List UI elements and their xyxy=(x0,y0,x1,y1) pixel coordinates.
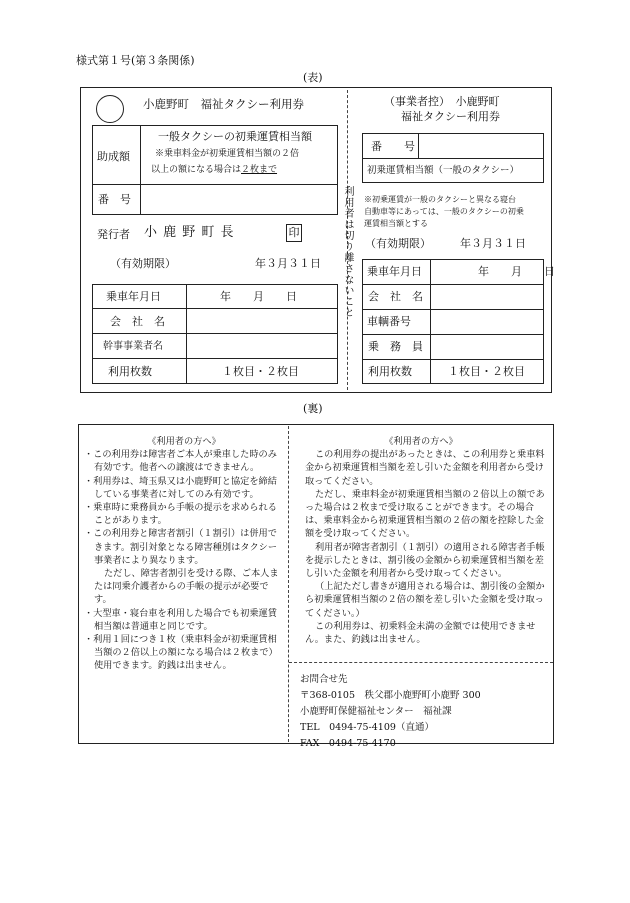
back-right-paragraph: 利用者が障害者割引（１割引）の適用される障害者手帳を提示したときは、割引後の金額から初乗運賃相当額を差し引いた金額を利用者から受け取ってください。 xyxy=(305,541,545,580)
back-right-text xyxy=(295,435,547,646)
user-ticket-title: 小鹿野町 福祉タクシー利用券 xyxy=(143,97,304,111)
back-left-item: ・利用券は、埼玉県又は小鹿野町と協定を締結している事業者に対してのみ有効です。 xyxy=(84,475,277,500)
operator-ride-date-label: 乗車年月日 xyxy=(367,265,422,278)
subsidy-line1: 一般タクシーの初乗運賃相当額 xyxy=(158,130,312,143)
back-left-item: ・この利用券は障害者ご本人が乗車した時のみ有効です。他者への譲渡はできません。 xyxy=(84,449,277,474)
back-right-paragraph: この利用券は、初乗料金未満の金額では使用できません。また、釣銭は出ません。 xyxy=(305,620,536,646)
operator-note-line3: 運賃相当額とする xyxy=(364,219,428,228)
contact-address: 〒368-0105 秩父郡小鹿野町小鹿野 300 xyxy=(300,690,481,701)
operator-count-value: １枚目・２枚目 xyxy=(448,365,525,378)
issuer-label: 発行者 xyxy=(97,228,130,241)
operator-title-line1: （事業者控） 小鹿野町 xyxy=(384,95,500,108)
contact-tel: TEL 0494-75-4109（直通） xyxy=(300,722,434,733)
operator-title-line2: 福祉タクシー利用券 xyxy=(401,110,500,123)
stamp-circle xyxy=(96,95,124,123)
contact-heading: お問合せ先 xyxy=(300,674,348,685)
separator-text: 利用者は切り離さないこと xyxy=(342,186,353,318)
back-label: (裏) xyxy=(303,402,323,415)
back-left-note: ただし、障害者割引を受ける際、ご本人または同乗介護者からの手帳の提示が必要です。 xyxy=(94,568,279,606)
subsidy-line2: ※乗車料金が初乗運賃相当額の２倍 xyxy=(155,149,300,159)
subsidy-line3: 以上の額になる場合は２枚まで xyxy=(151,165,278,175)
operator-count-label: 利用枚数 xyxy=(368,365,412,378)
contact-block xyxy=(300,672,550,752)
back-left-item: ・乗車時に乗務員から手帳の提示を求められることがあります。 xyxy=(84,502,277,527)
count-label: 利用枚数 xyxy=(108,365,152,378)
issuer-name: 小 鹿 野 町 長 xyxy=(144,225,235,240)
back-right-paragraph: ただし、乗車料金が初乗運賃相当額の２倍以上の額であった場合は２枚まで受け取ることができます。その場合は、乗車料金から初乗運賃相当額の２倍の額を控除した金額を受け取ってください。 xyxy=(305,488,545,540)
operator-fare-label: 初乗運賃相当額（一般のタクシー） xyxy=(367,165,520,176)
count-value: １枚目・２枚目 xyxy=(222,365,299,378)
back-left-item: ・大型車・寝台車を利用した場合でも初乗運賃相当額は普通車と同じです。 xyxy=(84,607,277,632)
subsidy-label: 助成額 xyxy=(97,150,130,163)
operator-crew-label: 乗 務 員 xyxy=(368,340,423,353)
back-left-item: ・この利用券と障害者割引（１割引）は併用できます。割引対象となる障害種別はタクシー事業者により異なります。 xyxy=(84,528,278,566)
operator-label: 幹事事業者名 xyxy=(103,341,163,352)
ride-date-value: 年 月 日 xyxy=(220,290,297,303)
validity-label: （有効期限） xyxy=(110,257,176,270)
operator-note-line1: ※初乗運賃が一般のタクシーと異なる寝台 xyxy=(364,195,516,204)
contact-fax: FAX 0494-75-4170 xyxy=(300,738,396,749)
front-label: (表) xyxy=(303,71,323,84)
operator-validity-label: （有効期限） xyxy=(365,237,431,250)
operator-company-label: 会 社 名 xyxy=(368,290,423,303)
back-right-paragraph: この利用券の提出があったときは、この利用券と乗車料金から初乗運賃相当額を差し引いた金額を利用者から受け取ってください。 xyxy=(305,449,545,487)
contact-divider xyxy=(289,662,553,663)
operator-note-line2: 自動車等にあっては、一般のタクシーの初乗 xyxy=(364,207,524,216)
ride-date-label: 乗車年月日 xyxy=(106,290,161,303)
back-right-heading: 《利用者の方へ》 xyxy=(384,436,458,447)
company-label: 会 社 名 xyxy=(110,315,165,328)
operator-validity-date: 年３月３１日 xyxy=(460,237,526,250)
back-divider xyxy=(288,426,289,742)
validity-date: 年３月３１日 xyxy=(255,257,321,270)
number-label: 番 号 xyxy=(98,193,131,206)
operator-vehicle-label: 車輌番号 xyxy=(367,315,411,328)
back-left-heading: 《利用者の方へ》 xyxy=(147,436,221,447)
seal-mark: 印 xyxy=(286,224,302,242)
operator-number-label: 番 号 xyxy=(371,140,415,153)
form-number: 様式第１号(第３条関係) xyxy=(76,54,195,67)
contact-department: 小鹿野町保健福祉センター 福祉課 xyxy=(300,706,452,717)
back-right-paragraph: （上記ただし書きが適用される場合は、割引後の金額から初乗運賃相当額の２倍の額を差し引いた金額を受け取ってください。） xyxy=(305,581,545,619)
back-left-item: ・利用１回につき１枚（乗車料金が初乗運賃相当額の２倍以上の額になる場合は２枚まで）使用できます。釣銭は出ません。 xyxy=(84,634,278,672)
back-left-text xyxy=(84,435,284,673)
operator-ride-date-value: 年 月 日 xyxy=(478,265,555,278)
